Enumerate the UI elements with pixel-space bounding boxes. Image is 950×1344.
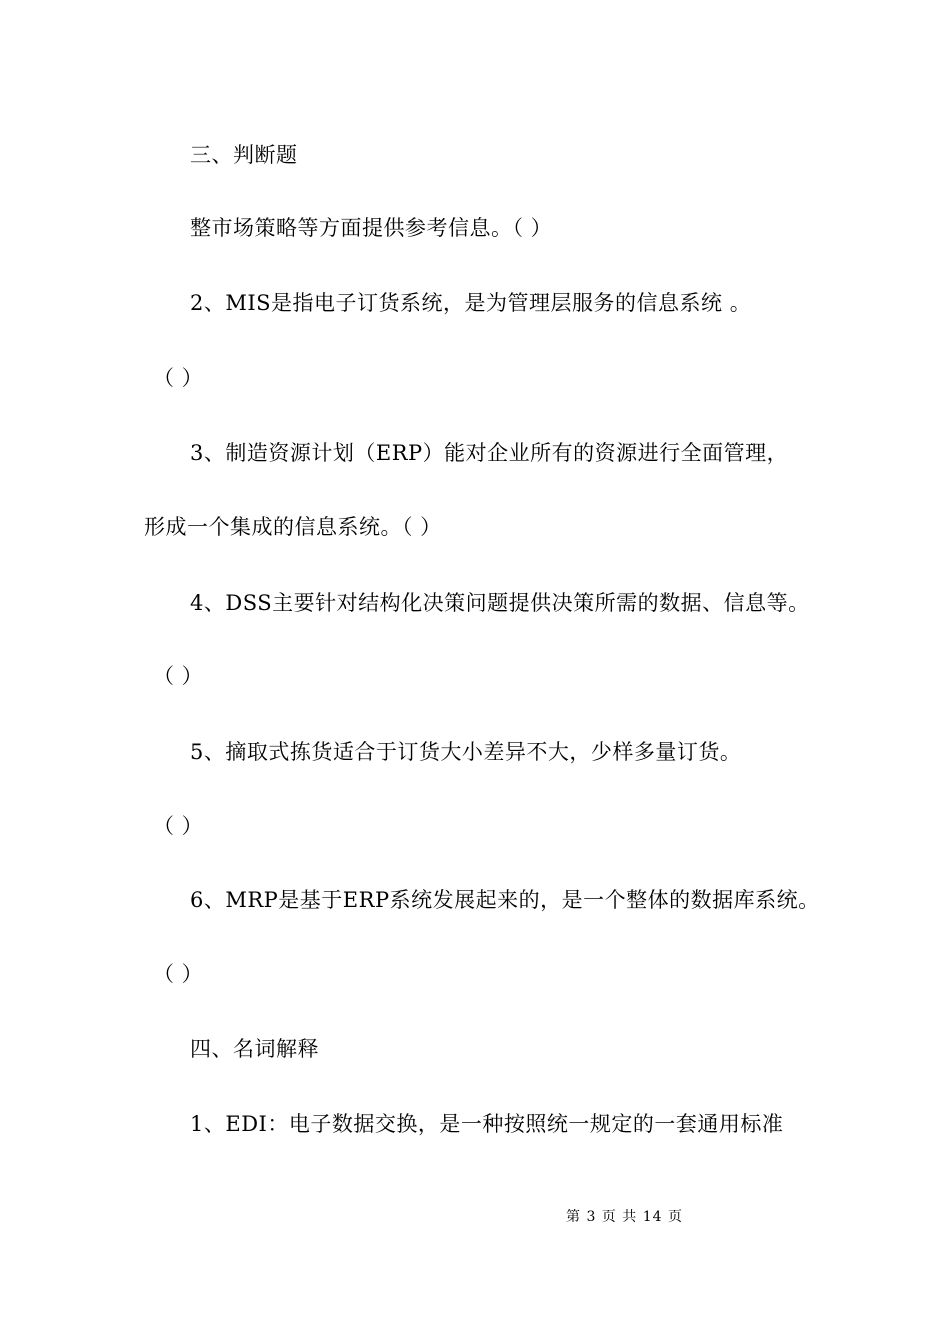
question-4-text: 4、DSS主要针对结构化决策问题提供决策所需的数据、信息等。 [190, 591, 810, 615]
question-3-text-cont: 形成一个集成的信息系统。（ ） [144, 515, 442, 539]
definition-1-text: 1、EDI：电子数据交换，是一种按照统一规定的一套通用标准 [190, 1112, 784, 1136]
page-number-footer: 第 3 页 共 14 页 [566, 1209, 683, 1225]
question-2-text: 2、MIS是指电子订货系统，是为管理层服务的信息系统 。 [190, 291, 752, 315]
question-5-text: 5、摘取式拣货适合于订货大小差异不大，少样多量订货。 [190, 740, 742, 764]
question-5-answer-blank: （ ） [153, 814, 204, 838]
section-3-title: 三、判断题 [190, 143, 298, 167]
question-4-answer-blank: （ ） [153, 664, 204, 688]
section-4-title: 四、名词解释 [190, 1037, 319, 1061]
question-3-text: 3、制造资源计划（ERP）能对企业所有的资源进行全面管理， [190, 441, 789, 465]
section-3-intro: 整市场策略等方面提供参考信息。（ ） [190, 216, 553, 240]
question-2-answer-blank: （ ） [153, 366, 204, 390]
question-6-answer-blank: （ ） [153, 962, 204, 986]
question-6-text: 6、MRP是基于ERP系统发展起来的，是一个整体的数据库系统。 [190, 888, 820, 912]
